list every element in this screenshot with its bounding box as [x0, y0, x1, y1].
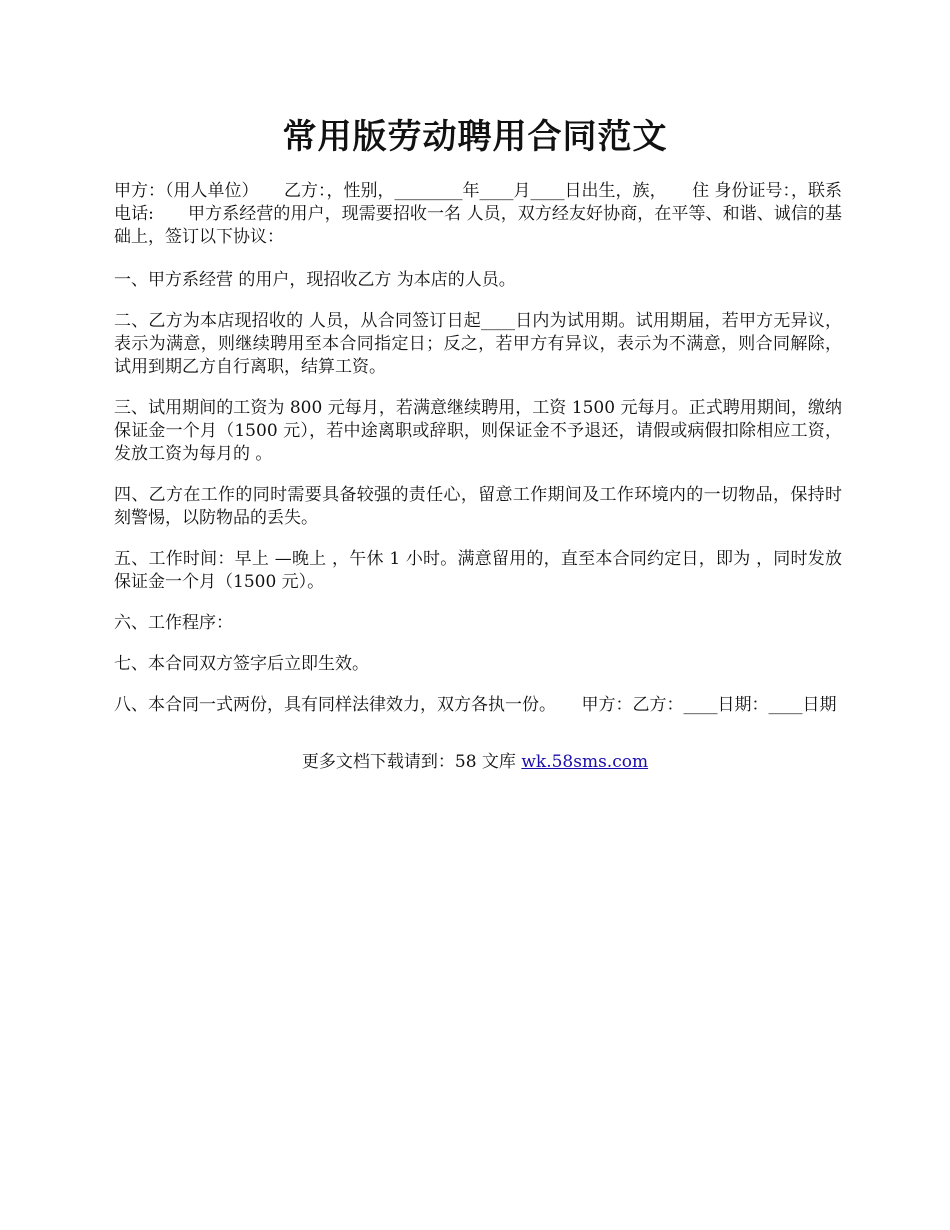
download-footer — [0, 750, 950, 774]
footer-link[interactable]: wk.58sms.com — [521, 752, 649, 772]
document-body — [114, 180, 842, 735]
clause-3: 三、试用期间的工资为 800 元每月，若满意继续聘用，工资 1500 元每月。正式聘用期间，缴纳保证金一个月（1500 元），若中途离职或辞职，则保证金不予退还，请假或病假扣除相应工资，发放工资为每月的 。 — [114, 398, 842, 464]
document-title: 常用版劳动聘用合同范文 — [282, 117, 668, 157]
intro-paragraph: 甲方：（用人单位） 乙方：，性别，________年____月____日出生，族， 住 身份证号：，联系电话: 甲方系经营的用户，现需要招收一名 人员，双方经友好协商，在平等、和谐、诚信的基础上，签订以下协议： — [114, 181, 842, 247]
footer-text: 更多文档下载请到：58 文库 — [301, 752, 522, 772]
clause-1: 一、甲方系经营 的用户，现招收乙方 为本店的人员。 — [114, 270, 516, 290]
clause-5: 五、工作时间：早上 —晚上 ，午休 1 小时。满意留用的，直至本合同约定日，即为 ，同时发放保证金一个月（1500 元）。 — [114, 549, 842, 592]
clause-8: 八、本合同一式两份，具有同样法律效力，双方各执一份。 甲方：乙方：____日期：____日期 — [114, 695, 837, 715]
clause-6: 六、工作程序： — [114, 613, 233, 633]
clause-2: 二、乙方为本店现招收的 人员，从合同签订日起____日内为试用期。试用期届，若甲方无异议，表示为满意，则继续聘用至本合同指定日；反之，若甲方有异议，表示为不满意，则合同解除，试用到期乙方自行离职，结算工资。 — [114, 311, 842, 377]
clause-4: 四、乙方在工作的同时需要具备较强的责任心，留意工作期间及工作环境内的一切物品，保持时刻警惕，以防物品的丢失。 — [114, 485, 842, 528]
clause-7: 七、本合同双方签字后立即生效。 — [114, 654, 369, 674]
